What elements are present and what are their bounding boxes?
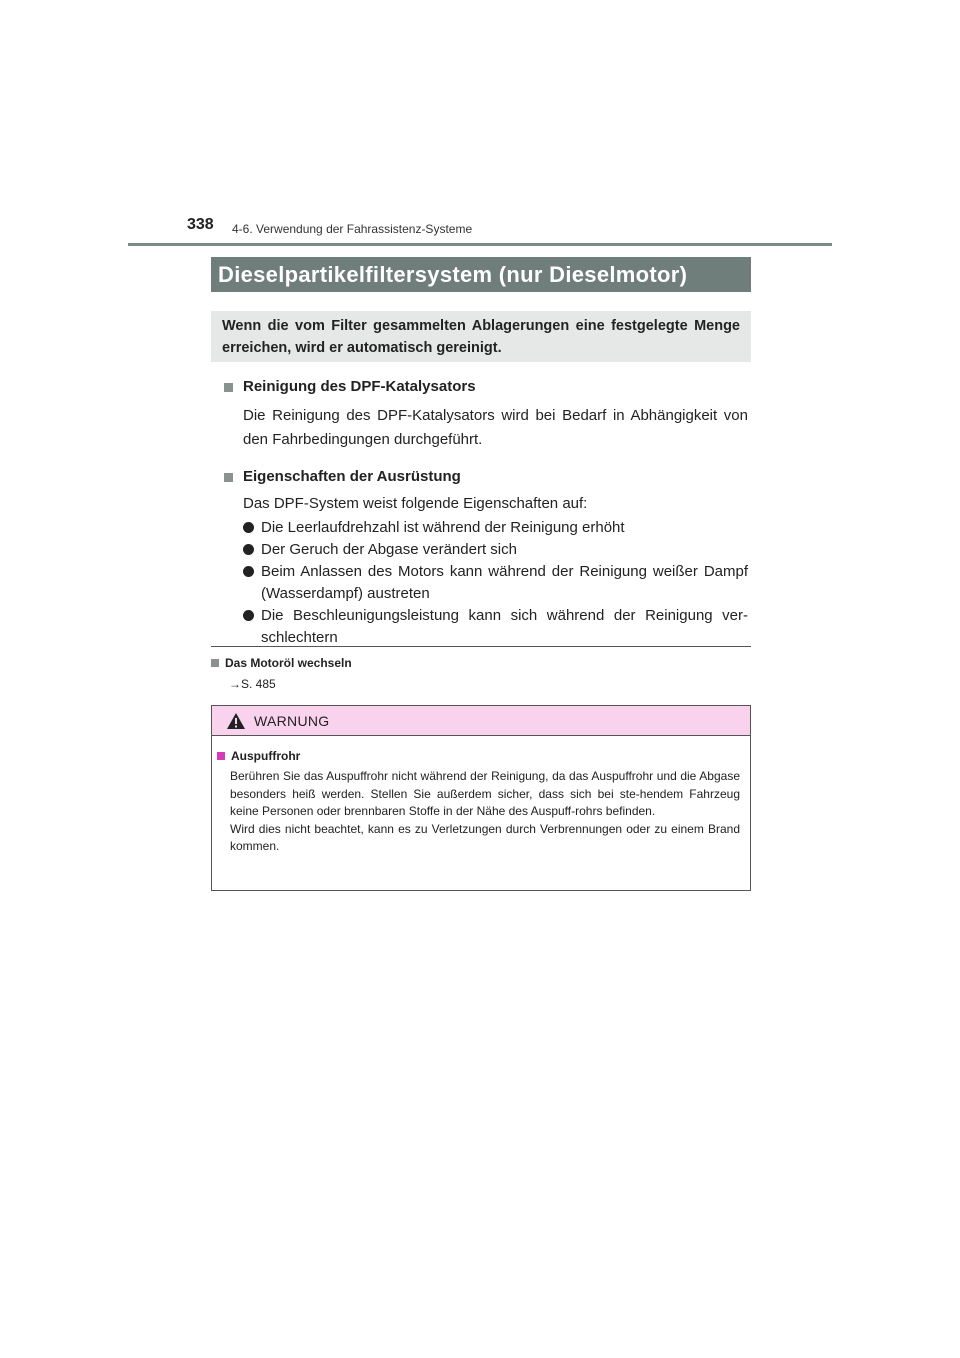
section-text: Die Reinigung des DPF-Katalysators wird bei Bedarf in Abhängigkeit von den Fahrbedingungen durchgeführt. (243, 407, 748, 448)
warning-subheading (217, 748, 740, 764)
warning-header (212, 706, 750, 736)
square-bullet-icon (211, 659, 219, 667)
section-path: 4-6. Verwendung der Fahrassistenz-Systeme (232, 222, 473, 236)
warning-box (211, 705, 751, 891)
list-item (243, 517, 748, 539)
list-item-text: Der Geruch der Abgase verändert sich (261, 541, 517, 558)
warning-paragraph: Wird dies nicht beachtet, kann es zu Verletzungen durch Verbrennungen oder zu einem Brand kommen. (230, 821, 740, 854)
circle-bullet-icon (243, 566, 254, 577)
list-item (243, 561, 748, 605)
list-item-text: Beim Anlassen des Motors kann während der Reinigung weißer Dampf (Wasserdampf) austreten (261, 563, 748, 602)
intro-box: Wenn die vom Filter gesammelten Ablagerungen eine festgelegte Menge erreichen, wird er automatisch gereinigt. (211, 311, 751, 362)
page-title: Dieselpartikelfiltersystem (nur Dieselmotor) (211, 257, 751, 292)
list-item (243, 539, 748, 561)
warning-body (212, 736, 750, 856)
square-bullet-icon (224, 473, 233, 482)
square-bullet-icon (217, 752, 225, 760)
note-heading-text: Das Motoröl wechseln (225, 656, 352, 670)
content (224, 376, 748, 649)
note-reference: →S. 485 (229, 677, 276, 691)
list-item-text: Die Leerlaufdrehzahl ist während der Reinigung erhöht (261, 519, 625, 536)
circle-bullet-icon (243, 610, 254, 621)
list-item-text: Die Beschleunigungsleistung kann sich während der Reinigung ver-schlechtern (261, 607, 748, 646)
section-heading (224, 376, 748, 398)
circle-bullet-icon (243, 522, 254, 533)
warning-paragraph: Berühren Sie das Auspuffrohr nicht während der Reinigung, da das Auspuffrohr und die Abgase besonders heiß werden. Stellen Sie außerdem sicher, dass sich bei ste-hendem Fahrzeug keine Personen oder brennbaren Stoffe in der Nähe des Auspuff-rohrs befinden. (230, 769, 740, 819)
section-heading-text: Reinigung des DPF-Katalysators (243, 378, 476, 395)
square-bullet-icon (224, 383, 233, 392)
footer-rule (211, 646, 751, 647)
note-heading (211, 656, 352, 670)
warning-text (230, 768, 740, 856)
header-rule (128, 243, 832, 246)
list-item (243, 605, 748, 649)
warning-title: WARNUNG (254, 712, 330, 729)
circle-bullet-icon (243, 544, 254, 555)
section-text: Das DPF-System weist folgende Eigenschaften auf: (243, 495, 588, 512)
warning-subheading-text: Auspuffrohr (231, 749, 301, 763)
section-heading (224, 466, 748, 488)
warning-triangle-icon (226, 712, 246, 730)
page-number: 338 (187, 216, 214, 233)
section-heading-text: Eigenschaften der Ausrüstung (243, 468, 461, 485)
